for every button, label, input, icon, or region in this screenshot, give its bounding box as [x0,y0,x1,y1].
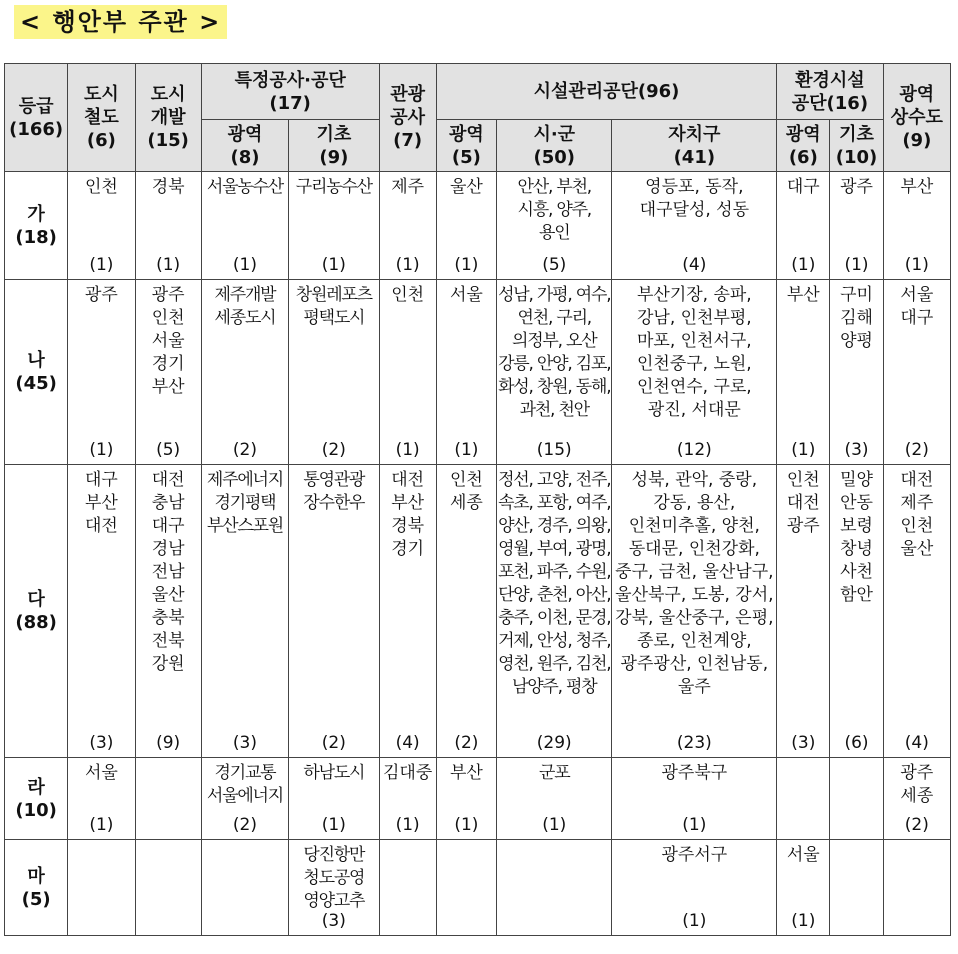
public-enterprise-grade-table [4,63,951,936]
cell-count: (4) [904,733,929,753]
cell-special-metro [201,840,288,936]
cell-entries: 제주에너지 경기평택 부산스포원 [206,470,284,536]
cell-count: (2) [232,440,257,460]
cell-water [883,280,950,465]
cell-facility-district [612,465,777,758]
cell-count: (1) [454,815,479,835]
cell-tourism [379,758,436,840]
cell-tourism [379,172,436,280]
cell-entries: 대구 부산 대전 [84,470,118,536]
cell-count: (1) [791,911,816,931]
cell-entries [136,840,201,844]
cell-entries: 인천 [391,285,425,305]
cell-count: (1) [454,440,479,460]
cell-facility-metro [436,465,496,758]
cell-count: (2) [321,733,346,753]
cell-env-metro [777,465,830,758]
cell-facility-metro [436,280,496,465]
cell-count: (3) [791,733,816,753]
cell-special-basic [289,758,379,840]
cell-count: (1) [395,255,420,275]
header-env-metro: 광역 (6) [777,120,830,172]
cell-facility-city [497,840,612,936]
header-metro-rail: 도시 철도 (6) [68,64,135,172]
cell-count: (3) [232,733,257,753]
header-facility-metro: 광역 (5) [436,120,496,172]
cell-special-basic [289,840,379,936]
cell-entries: 부산 [449,763,483,783]
cell-env-basic [830,280,883,465]
cell-entries: 대전 제주 인천 울산 [900,470,934,559]
cell-tourism [379,280,436,465]
cell-count: (1) [791,255,816,275]
cell-entries [830,758,882,762]
grade-cell [5,280,68,465]
cell-entries: 구미 김해 양평 [840,285,873,351]
cell-urban-dev [135,280,201,465]
cell-entries: 군포 [539,763,570,783]
cell-count: (29) [536,733,572,753]
header-facility-mgmt: 시설관리공단(96) [436,64,776,120]
cell-count: (1) [395,440,420,460]
cell-entries: 광주 [840,177,873,197]
cell-urban-dev [135,465,201,758]
header-special-basic: 기초 (9) [289,120,379,172]
header-special-metro: 광역 (8) [201,120,288,172]
cell-env-metro [777,758,830,840]
cell-facility-city [497,280,612,465]
cell-entries: 성북, 관악, 중랑, 강동, 용산, 인천미추홀, 양천, 동대문, 인천강화, 중구, 금천, 울산남구, 울산북구, 도봉, 강서, 강북, 울산중구, 은평, 종로, 인천계양, 광주광산, 인천남동, 울주 [615,470,774,697]
cell-count: (3) [89,733,114,753]
cell-count: (4) [682,255,707,275]
header-grade: 등급 (166) [5,64,68,172]
table-row [5,280,951,465]
cell-env-basic [830,840,883,936]
table-row [5,758,951,840]
cell-entries: 성남, 가평, 여수, 연천, 구리, 의정부, 오산 강릉, 안양, 김포, 화성, 창원, 동해, 과천, 천안 [498,285,611,420]
cell-count: (3) [321,911,346,931]
cell-entries: 대구 [786,177,820,197]
cell-entries [380,840,436,844]
cell-facility-city [497,758,612,840]
cell-count: (23) [676,733,712,753]
cell-entries: 광주 [84,285,118,305]
cell-entries: 구리농수산 [295,177,372,197]
cell-entries: 울산 [449,177,483,197]
cell-special-basic [289,172,379,280]
cell-count: (6) [844,733,869,753]
cell-entries: 서울 [84,763,118,783]
cell-metro-rail [68,465,135,758]
cell-count: (2) [904,440,929,460]
cell-count: (1) [156,255,181,275]
cell-count: (2) [232,815,257,835]
cell-entries: 서울농수산 [206,177,284,197]
cell-env-metro [777,172,830,280]
cell-facility-city [497,172,612,280]
cell-facility-district [612,280,777,465]
cell-count: (4) [395,733,420,753]
cell-entries: 서울 [449,285,483,305]
header-env-facility: 환경시설 공단(16) [777,64,883,120]
cell-entries: 광주 세종 [900,763,934,806]
cell-count: (2) [904,815,929,835]
page-title: < 행안부 주관 > [14,5,227,39]
cell-count: (1) [454,255,479,275]
cell-special-metro [201,280,288,465]
cell-count: (1) [791,440,816,460]
cell-entries: 안산, 부천, 시흥, 양주, 용인 [517,177,591,243]
cell-count: (2) [321,440,346,460]
header-facility-district: 자치구 (41) [612,120,777,172]
cell-entries [884,840,950,844]
cell-entries: 영등포, 동작, 대구달성, 성동 [639,177,750,220]
cell-entries: 서울 [786,845,820,865]
cell-water [883,172,950,280]
cell-count: (1) [904,255,929,275]
cell-facility-city [497,465,612,758]
cell-entries: 제주 [391,177,425,197]
cell-entries: 대전 충남 대구 경남 전남 울산 충북 전북 강원 [151,470,185,674]
grade-label: 라 (10) [15,776,57,821]
cell-entries: 밀양 안동 보령 창녕 사천 함안 [840,470,873,605]
header-env-basic: 기초 (10) [830,120,883,172]
cell-facility-metro [436,172,496,280]
cell-entries: 창원레포츠 평택도시 [295,285,372,328]
header-facility-city: 시·군 (50) [497,120,612,172]
cell-entries: 정선, 고양, 전주, 속초, 포항, 여주, 양산, 경주, 의왕, 영월, 부여, 광명, 포천, 파주, 수원, 단양, 춘천, 아산, 충주, 이천, 문경, 거제, 안성, 청주, 영천, 원주, 김천, 남양주, 평창 [498,470,611,697]
cell-count: (1) [321,815,346,835]
cell-tourism [379,465,436,758]
cell-facility-district [612,758,777,840]
cell-env-metro [777,840,830,936]
header-urban-dev: 도시 개발 (15) [135,64,201,172]
table-row [5,840,951,936]
cell-count: (1) [89,440,114,460]
table-row [5,172,951,280]
cell-count: (1) [844,255,869,275]
cell-entries: 광주북구 [661,763,728,783]
cell-special-basic [289,465,379,758]
cell-entries [437,840,496,844]
cell-urban-dev [135,172,201,280]
cell-env-basic [830,758,883,840]
cell-env-basic [830,465,883,758]
cell-entries: 부산 [900,177,934,197]
cell-entries [136,758,201,762]
cell-water [883,758,950,840]
cell-entries: 통영관광 장수한우 [303,470,365,513]
cell-entries: 광주서구 [661,845,728,865]
cell-facility-district [612,840,777,936]
cell-special-metro [201,172,288,280]
cell-entries: 당진항만 청도공영 영양고추 [303,845,365,911]
cell-entries: 인천 세종 [449,470,483,513]
cell-count: (12) [676,440,712,460]
cell-entries: 경기교통 서울에너지 [206,763,284,806]
cell-water [883,465,950,758]
cell-special-metro [201,758,288,840]
grade-cell [5,840,68,936]
cell-urban-dev [135,758,201,840]
cell-metro-rail [68,172,135,280]
cell-entries: 광주 인천 서울 경기 부산 [151,285,185,397]
cell-facility-district [612,172,777,280]
cell-entries: 인천 [84,177,118,197]
cell-entries: 경북 [151,177,185,197]
cell-entries: 인천 대전 광주 [786,470,820,536]
cell-water [883,840,950,936]
grade-cell [5,758,68,840]
cell-entries: 부산기장, 송파, 강남, 인천부평, 마포, 인천서구, 인천중구, 노원, 인천연수, 구로, 광진, 서대문 [636,285,752,420]
grade-cell [5,172,68,280]
cell-entries: 제주개발 세종도시 [214,285,276,328]
cell-count: (1) [321,255,346,275]
grade-cell [5,465,68,758]
cell-entries [497,840,611,844]
cell-facility-metro [436,758,496,840]
cell-metro-rail [68,758,135,840]
cell-count: (1) [89,255,114,275]
cell-special-basic [289,280,379,465]
cell-entries [68,840,134,844]
cell-env-metro [777,280,830,465]
table-row [5,465,951,758]
grade-label: 마 (5) [21,865,51,910]
cell-count: (3) [844,440,869,460]
cell-count: (1) [395,815,420,835]
cell-entries [830,840,882,844]
grade-label: 다 (88) [15,589,57,633]
cell-special-metro [201,465,288,758]
cell-count: (5) [156,440,181,460]
cell-entries: 서울 대구 [900,285,934,328]
cell-facility-metro [436,840,496,936]
cell-metro-rail [68,280,135,465]
cell-count: (15) [536,440,572,460]
header-water: 광역 상수도 (9) [883,64,950,172]
cell-count: (1) [232,255,257,275]
cell-count: (5) [542,255,567,275]
cell-env-basic [830,172,883,280]
cell-count: (1) [542,815,567,835]
cell-count: (2) [454,733,479,753]
cell-entries: 대전 부산 경북 경기 [391,470,425,559]
cell-tourism [379,840,436,936]
cell-metro-rail [68,840,135,936]
cell-count: (1) [89,815,114,835]
cell-entries: 부산 [786,285,820,305]
cell-count: (9) [156,733,181,753]
grade-label: 가 (18) [15,203,57,248]
cell-count: (1) [682,911,707,931]
cell-count: (1) [682,815,707,835]
cell-entries: 김대중 [383,763,433,783]
cell-entries [202,840,288,844]
cell-entries [777,758,829,762]
cell-entries: 하남도시 [303,763,365,783]
header-special-corp: 특정공사·공단 (17) [201,64,379,120]
header-tourism: 관광 공사 (7) [379,64,436,172]
grade-label: 나 (45) [15,350,57,394]
cell-urban-dev [135,840,201,936]
